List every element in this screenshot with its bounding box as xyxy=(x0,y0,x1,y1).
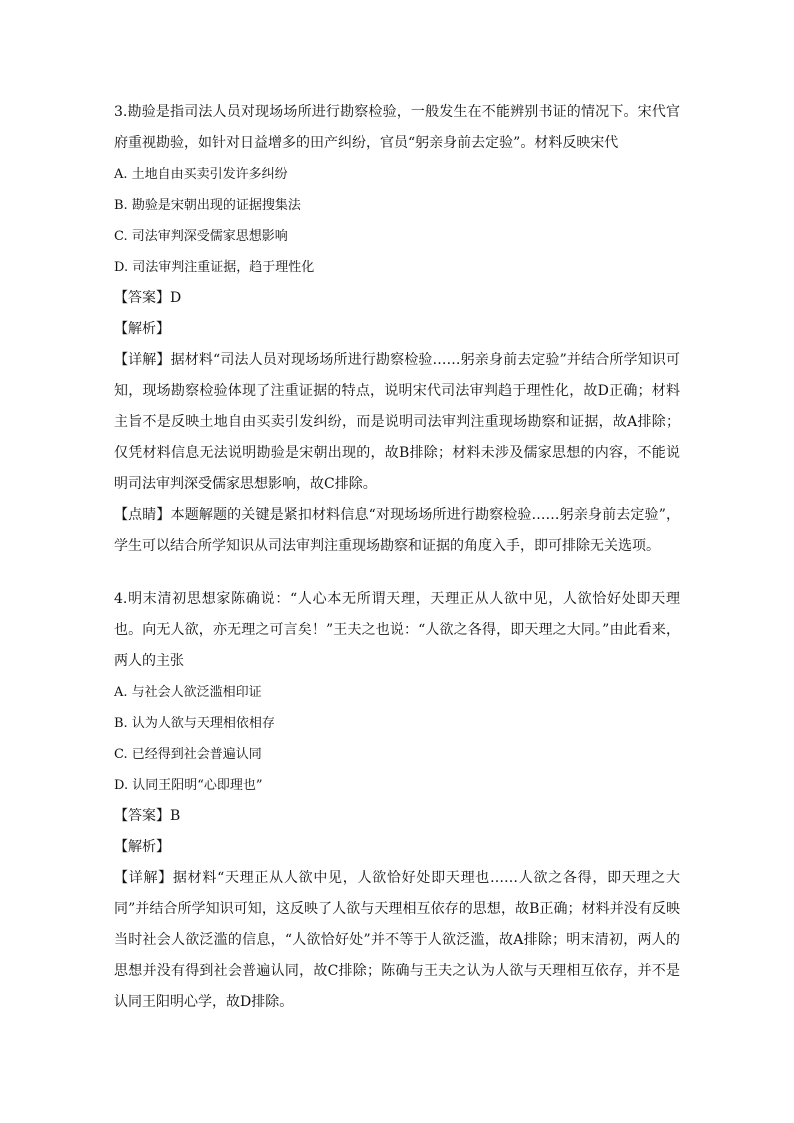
question-4-option-d: D. 认同王阳明“心即理也” xyxy=(114,778,263,793)
question-4-option-b: B. 认为人欲与天理相依相存 xyxy=(114,716,275,731)
question-3-tip: 【点睛】本题解题的关键是紧扣材料信息“对现场场所进行勘察检验……躬亲身前去定验”，学生可以结合所学知识从司法审判注重现场勘察和证据的角度入手，即可排除无关选项。 xyxy=(114,507,680,554)
question-3-option-d: D. 司法审判注重证据，趋于理性化 xyxy=(114,260,315,275)
question-3-option-b: B. 勘验是宋朝出现的证据搜集法 xyxy=(114,198,301,213)
question-4-option-c: C. 已经得到社会普遍认同 xyxy=(114,747,262,762)
question-4-option-a: A. 与社会人欲泛滥相印证 xyxy=(114,685,262,700)
question-3-detail: 【详解】据材料“司法人员对现场场所进行勘察检验……躬亲身前去定验”并结合所学知识可知，现场勘察检验体现了注重证据的特点，说明宋代司法审判趋于理性化，故D正确；材料主旨不是反映土地自由买卖引发纠纷，而是说明司法审判注重现场勘察和证据，故A排除；仅凭材料信息无法说明勘验是宋朝出现的，故B排除；材料未涉及儒家思想的内容，不能说明司法审判深受儒家思想影响，故C排除。 xyxy=(114,352,680,492)
question-3-option-c: C. 司法审判深受儒家思想影响 xyxy=(114,229,288,244)
question-3 xyxy=(114,97,680,562)
question-3-answer: 【答案】D xyxy=(114,290,182,306)
question-4-answer: 【答案】B xyxy=(114,808,181,824)
question-4-analysis-label: 【解析】 xyxy=(114,839,170,855)
question-4-detail: 【详解】据材料“天理正从人欲中见，人欲恰好处即天理也……人欲之各得，即天理之大同”并结合所学知识可知，这反映了人欲与天理相互依存的思想，故B正确；材料并没有反映当时社会人欲泛滥的信息，“人欲恰好处”并不等于人欲泛滥，故A排除；明末清初，两人的思想并没有得到社会普遍认同，故C排除；陈确与王夫之认为人欲与天理相互依存，并不是认同王阳明心学，故D排除。 xyxy=(114,870,680,1010)
question-3-option-a: A. 土地自由买卖引发许多纠纷 xyxy=(114,167,288,182)
question-spacer xyxy=(114,562,680,584)
question-3-analysis-label: 【解析】 xyxy=(114,321,170,337)
question-4-stem: 4.明末清初思想家陈确说：“人心本无所谓天理，天理正从人欲中见，人欲恰好处即天理也。向无人欲，亦无理之可言矣！”王夫之也说：“人欲之各得，即天理之大同。”由此看来，两人的主张 xyxy=(114,591,680,669)
question-3-stem: 3.勘验是指司法人员对现场场所进行勘察检验，一般发生在不能辨别书证的情况下。宋代官府重视勘验，如针对日益增多的田产纠纷，官员“躬亲身前去定验”。材料反映宋代 xyxy=(114,104,680,151)
document-page xyxy=(114,97,680,1018)
question-4 xyxy=(114,584,680,1018)
